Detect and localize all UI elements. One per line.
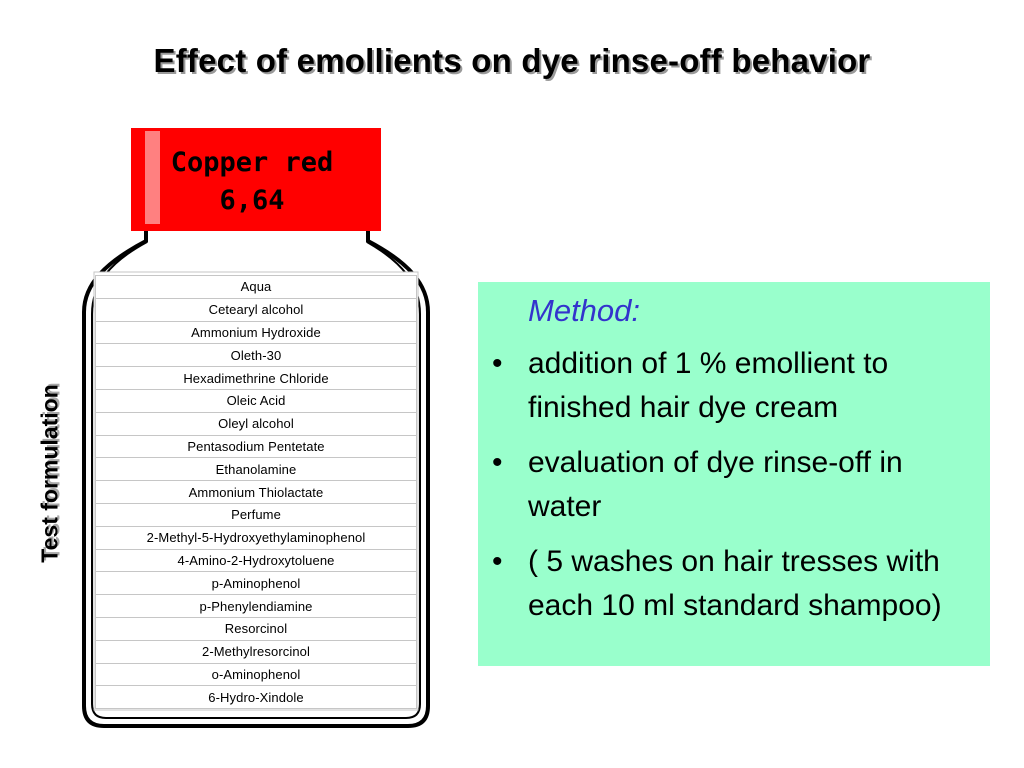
- ingredient-item: o-Aminophenol: [96, 663, 417, 686]
- ingredient-item: 4-Amino-2-Hydroxytoluene: [96, 549, 417, 572]
- test-formulation-label: Test formulation: [36, 384, 63, 563]
- ingredient-item: Ammonium Thiolactate: [96, 481, 417, 504]
- ingredient-item: Cetearyl alcohol: [96, 298, 417, 321]
- method-item: [478, 441, 990, 529]
- method-box: [478, 282, 990, 666]
- ingredient-item: Oleyl alcohol: [96, 412, 417, 435]
- bullet-icon: •: [492, 446, 503, 479]
- ingredient-item: p-Phenylendiamine: [96, 595, 417, 618]
- ingredient-item: Ammonium Hydroxide: [96, 321, 417, 344]
- bullet-icon: •: [492, 545, 503, 578]
- slide-title: Effect of emollients on dye rinse-off behavior: [153, 42, 871, 79]
- method-item: [478, 342, 990, 430]
- method-item-text: evaluation of dye rinse-off in water: [528, 446, 903, 523]
- ingredient-item: Pentasodium Pentetate: [96, 435, 417, 458]
- method-list: [478, 342, 990, 639]
- method-heading: Method:: [528, 293, 641, 328]
- method-item: [478, 540, 990, 628]
- method-item-text: addition of 1 % emollient to finished hair dye cream: [528, 347, 889, 424]
- ingredient-item: Resorcinol: [96, 617, 417, 640]
- method-item-text: ( 5 washes on hair tresses with each 10 ml standard shampoo): [528, 545, 942, 622]
- ingredient-item: Ethanolamine: [96, 458, 417, 481]
- ingredient-item: 6-Hydro-Xindole: [96, 686, 417, 709]
- ingredient-item: Aqua: [96, 276, 417, 299]
- cap-label-shade: 6,64: [219, 185, 285, 216]
- bullet-icon: •: [492, 347, 503, 380]
- cap-label: [147, 144, 357, 220]
- ingredient-item: p-Aminophenol: [96, 572, 417, 595]
- ingredient-item: Oleic Acid: [96, 389, 417, 412]
- ingredient-item: 2-Methyl-5-Hydroxyethylaminophenol: [96, 526, 417, 549]
- ingredient-item: Perfume: [96, 503, 417, 526]
- ingredient-item: Oleth-30: [96, 344, 417, 367]
- ingredient-item: 2-Methylresorcinol: [96, 640, 417, 663]
- ingredient-list: [95, 275, 417, 709]
- ingredient-item: Hexadimethrine Chloride: [96, 367, 417, 390]
- cap-label-product: Copper red: [170, 147, 334, 178]
